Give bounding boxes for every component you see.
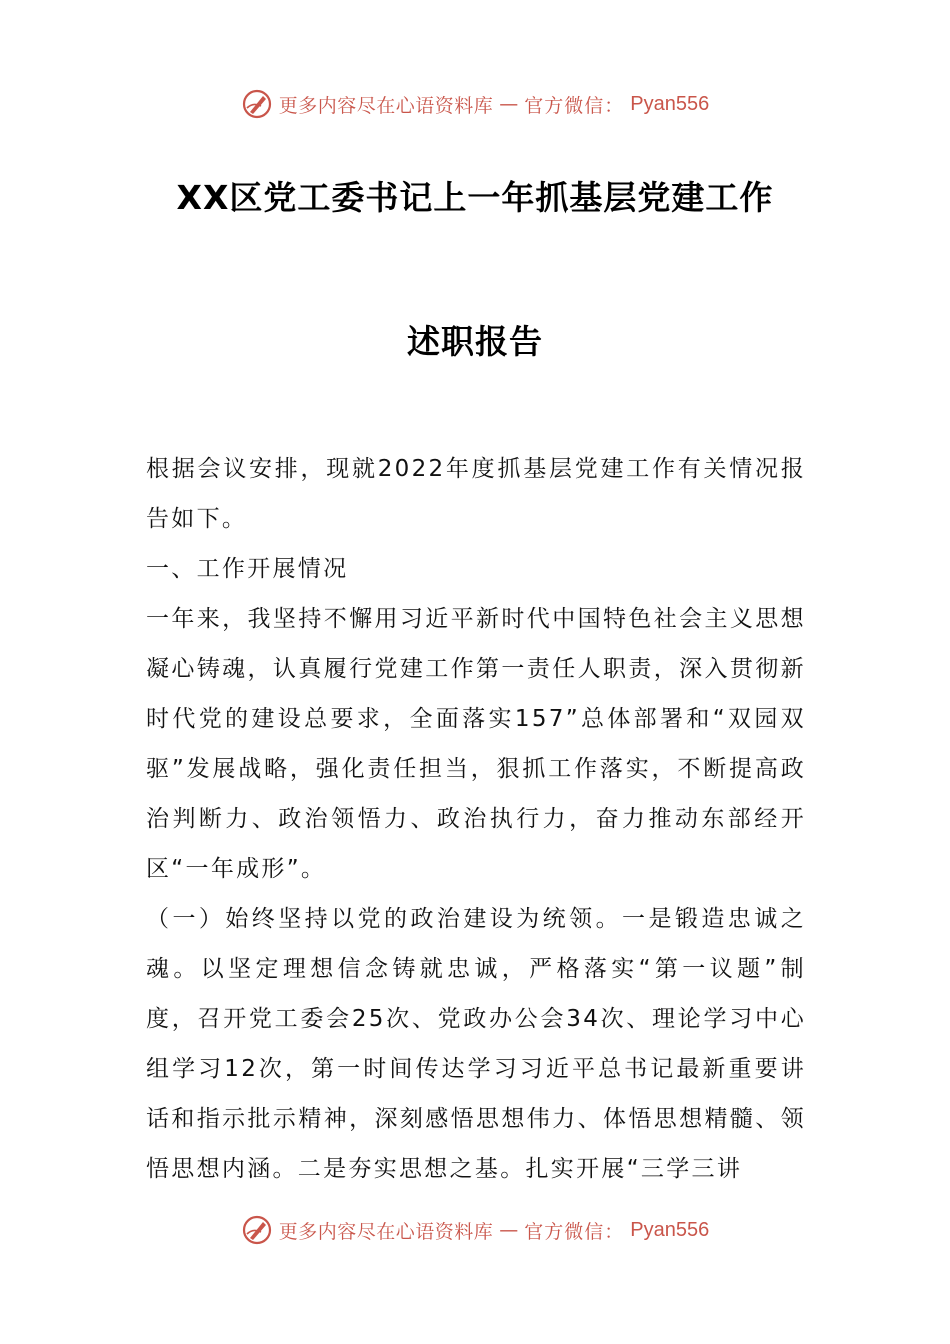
watermark-text: 更多内容尽在心语资料库 — [278, 1220, 494, 1243]
body-paragraph: 一年来，我坚持不懈用习近平新时代中国特色社会主义思想凝心铸魂，认真履行党建工作第一责任人职责，深入贯彻新时代党的建设总要求，全面落实157”总体部署和“双园双驱”发展战略，强化责任担当，狠抓工作落实，不断提高政治判断力、政治领悟力、政治执行力，奋力推动东部经开区“一年成形”。 — [146, 606, 806, 882]
watermark-separator: — — [499, 1219, 519, 1241]
body-paragraph: （一）始终坚持以党的政治建设为统领。一是锻造忠诚之魂。以坚定理想信念铸就忠诚，严格落实“第一议题”制度，召开党工委会25次、党政办公会34次、理论学习中心组学习12次，第一时间传达学习习近平总书记最新重要讲话和指示批示精神，深刻感悟思想伟力、体悟思想精髓、领悟思想内涵。二是夯实思想之基。扎实开展“三学三讲 — [146, 906, 806, 1182]
watermark-separator: — — [499, 93, 519, 115]
document-title-line2: 述职报告 — [407, 322, 543, 361]
watermark-contact-id: Pyan556 — [630, 1218, 710, 1241]
body-paragraph: 根据会议安排，现就2022年度抓基层党建工作有关情况报告如下。 — [146, 456, 806, 532]
section-heading: 一、工作开展情况 — [146, 556, 349, 582]
watermark-contact-id: Pyan556 — [630, 92, 710, 115]
watermark-contact-label: 官方微信： — [524, 94, 625, 117]
pen-logo-icon — [241, 88, 273, 120]
document-title-line1: XX区党工委书记上一年抓基层党建工作 — [176, 178, 774, 217]
watermark-text: 更多内容尽在心语资料库 — [278, 94, 494, 117]
watermark-banner-top — [0, 84, 950, 124]
pen-logo-icon — [241, 1214, 273, 1246]
document-body — [146, 444, 806, 1194]
watermark-banner-bottom — [0, 1210, 950, 1250]
watermark-contact-label: 官方微信： — [524, 1220, 625, 1243]
